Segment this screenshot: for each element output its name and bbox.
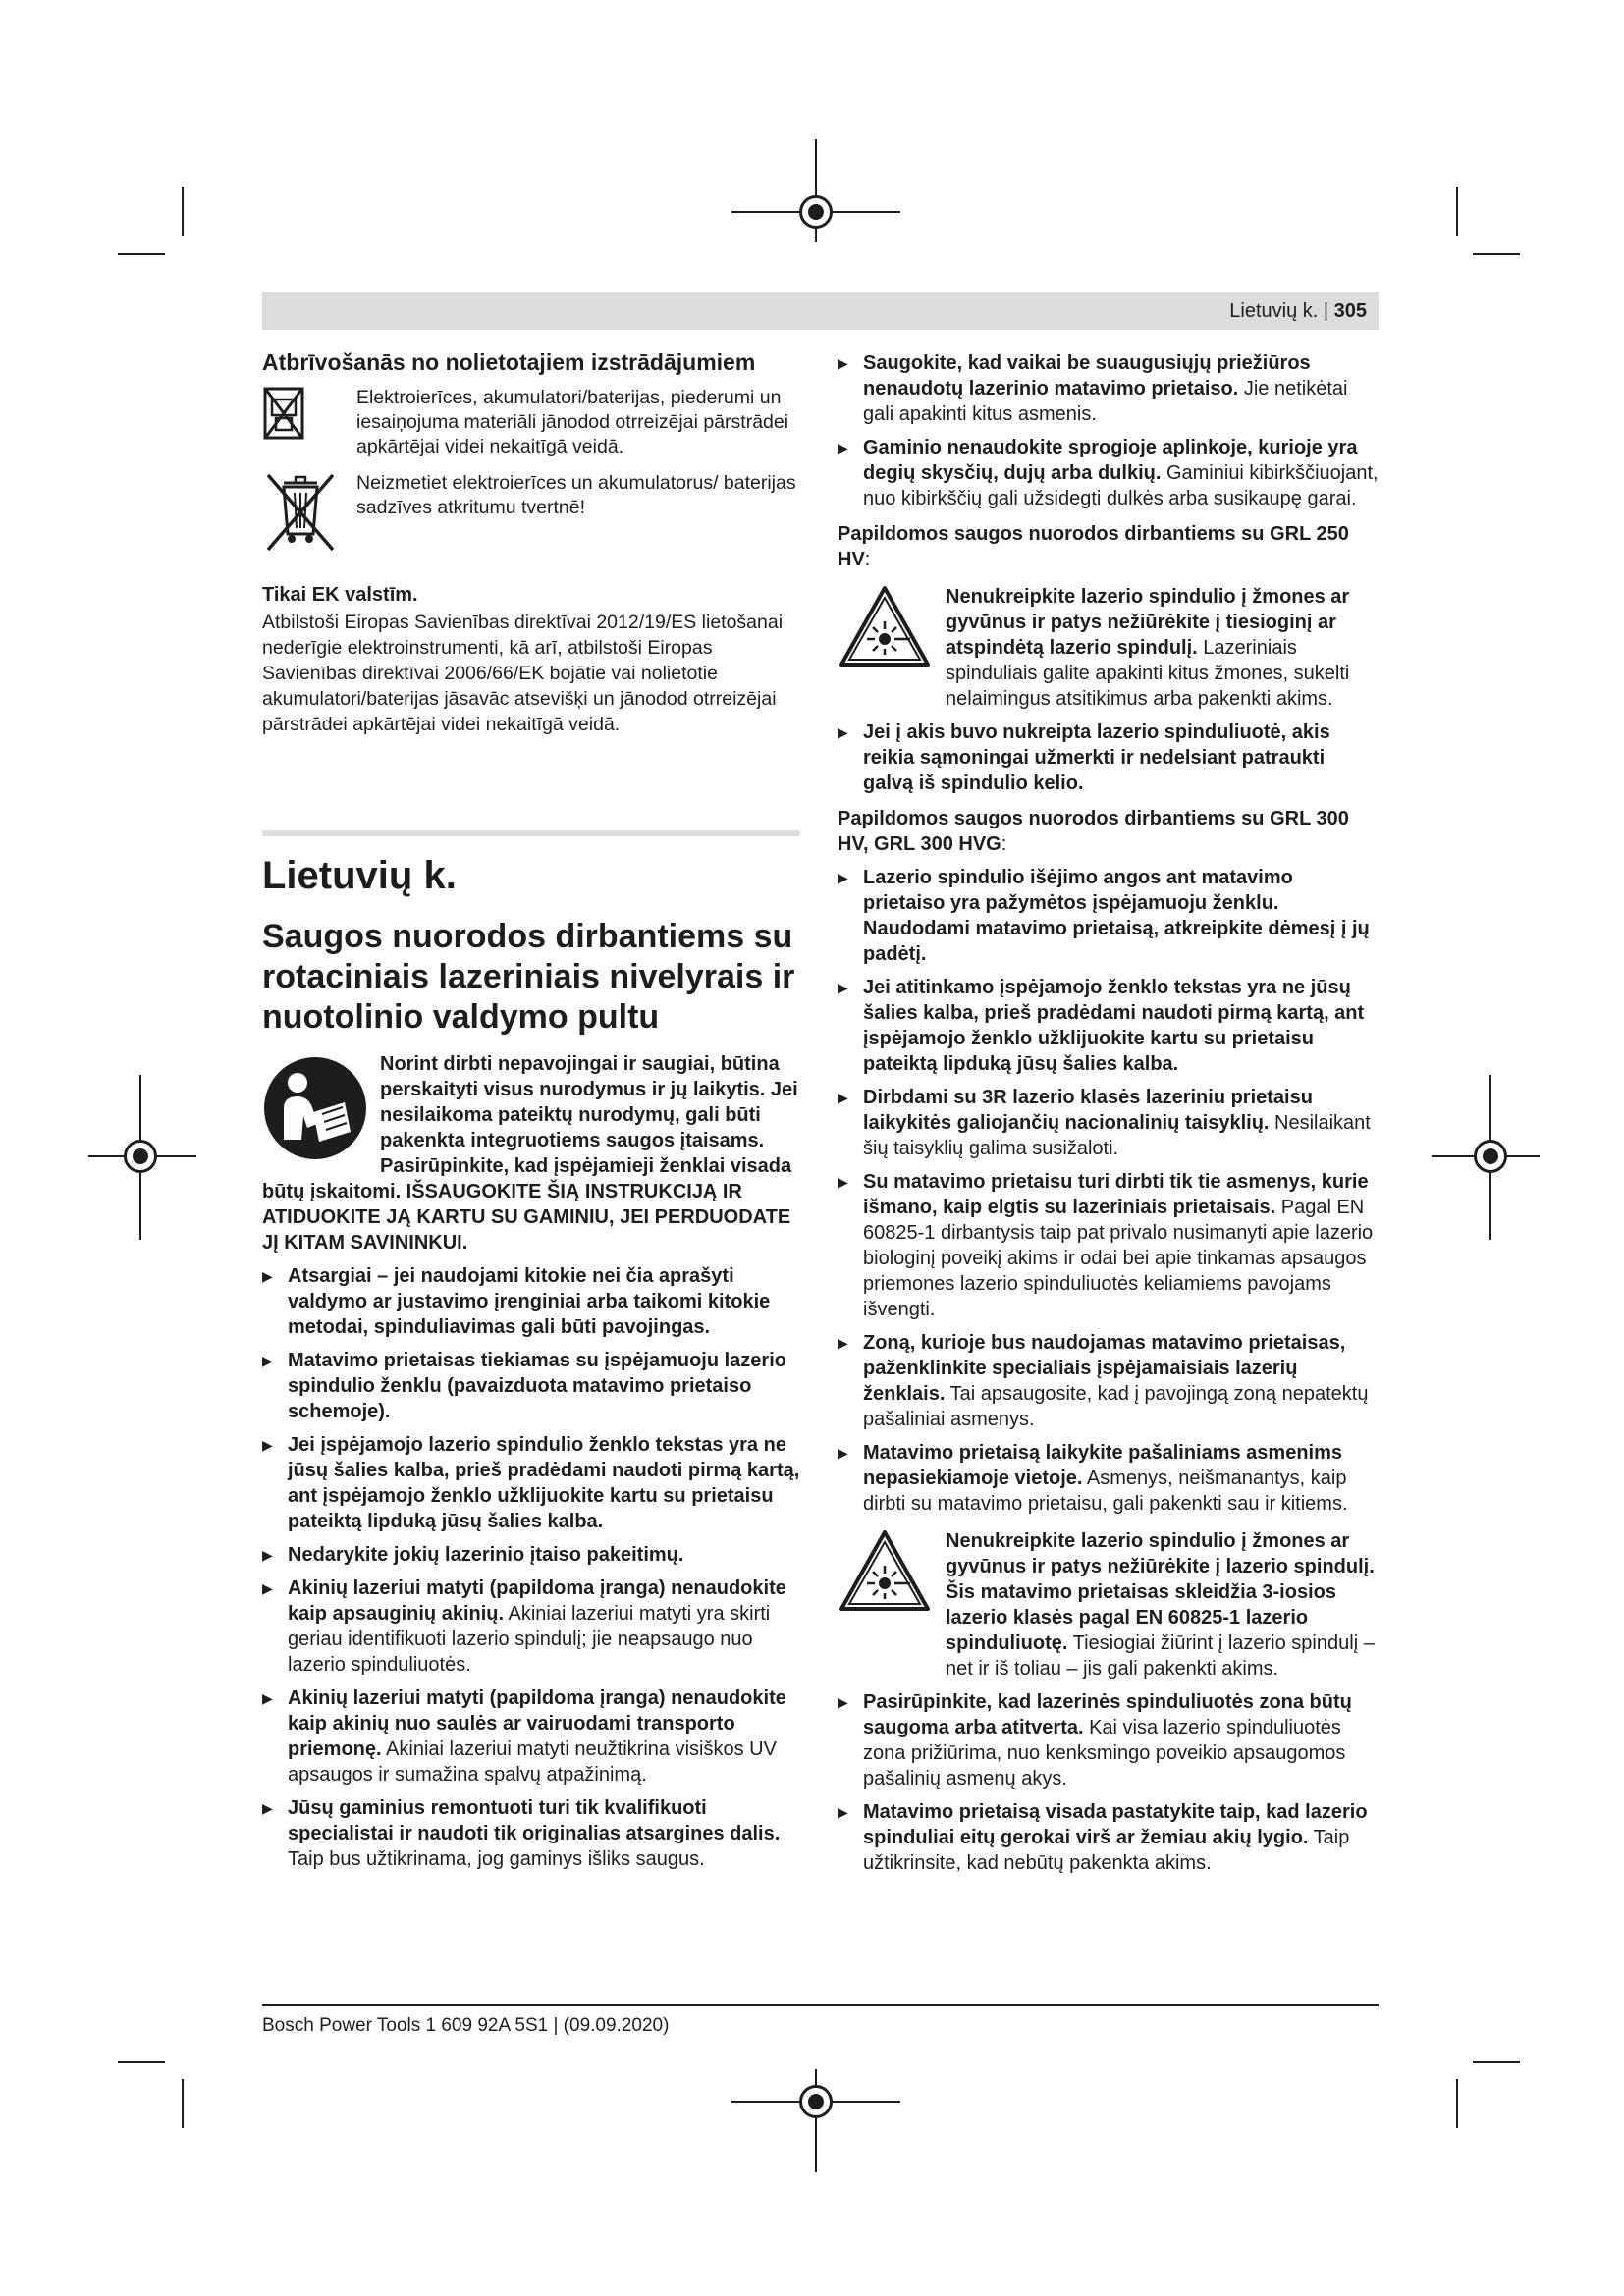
subheading-prefix: Papildomos saugos nuorodos dirbantiems su xyxy=(838,808,1271,829)
page-header xyxy=(262,292,1379,330)
laser-warning xyxy=(838,1528,1379,1682)
disposal-text: Elektroierīces, akumulatori/baterijas, piederumi un iesaiņojuma materiāli jānodod otrreizējai pārstrādei apkārtējai videi nekaitīgā veidā. xyxy=(356,387,789,457)
bullet-bold: Akinių lazeriui matyti (papildoma įranga) nenaudokite kaip akinių nuo saulės ar vairuodami transporto priemonę. xyxy=(288,1687,786,1760)
bullet-text: Akiniai lazeriui matyti neužtikrina visiškos UV apsaugos ir sumažina spalvų atpažinimą. xyxy=(288,1738,777,1786)
page-number: 305 xyxy=(1333,300,1367,322)
list-item xyxy=(838,1689,1379,1791)
section-divider xyxy=(262,830,800,836)
bullet-bold: Matavimo prietaisą visada pastatykite taip, kad lazerio spinduliai eitų gerokai virš ar žemiau akių lygio. xyxy=(863,1801,1368,1848)
crop-mark xyxy=(1473,253,1520,255)
model-name: GRL 250 HV xyxy=(838,523,1349,570)
section-title: Lietuvių k. xyxy=(262,854,457,897)
list-item xyxy=(838,1440,1379,1517)
list-item xyxy=(262,1685,800,1788)
header-language: Lietuvių k. | xyxy=(1229,300,1329,322)
list-item xyxy=(838,435,1379,511)
list-item xyxy=(838,350,1379,427)
list-item xyxy=(262,1575,800,1678)
battery-disposal-icon xyxy=(262,386,341,446)
bullet-text: Gaminiui kibirkščiuojant, nuo kibirkščių gali užsidegti dulkės arba susikaupę garai. xyxy=(863,462,1379,509)
bullet-bold: Su matavimo prietaisu turi dirbti tik tie asmenys, kurie išmano, kaip elgtis su lazeriniais prietaisais. xyxy=(863,1171,1369,1218)
registration-target-icon xyxy=(799,2085,833,2118)
list-item xyxy=(262,1348,800,1424)
list-item xyxy=(262,1795,800,1872)
bullet-bold: Pasirūpinkite, kad lazerinės spinduliuotės zona būtų saugoma arba atitverta. xyxy=(863,1691,1352,1738)
registration-target-icon xyxy=(799,195,833,229)
bullet-text: Jie netikėtai gali apakinti kitus asmenis. xyxy=(863,378,1348,425)
list-item xyxy=(838,1330,1379,1432)
warning-detail: Tiesiogiai žiūrint į lazerio spindulį – net ir iš toliau – jis gali pakenkti akims. xyxy=(946,1632,1375,1680)
section-subtitle: Saugos nuorodos dirbantiems su rotaciniais lazeriniais nivelyrais ir nuotolinio valdymo pultu xyxy=(262,918,795,1036)
read-manual-icon xyxy=(262,1055,368,1161)
bullet-bold: Nedarykite jokių lazerinio įtaiso pakeitimų. xyxy=(288,1544,684,1566)
disposal-item xyxy=(262,386,800,459)
bullet-text: Asmenys, neišmanantys, kaip dirbti su matavimo prietaisu, gali pakenkti sau ir kitiems. xyxy=(863,1468,1348,1515)
list-item xyxy=(838,720,1379,796)
subheading-prefix: Papildomos saugos nuorodos dirbantiems su xyxy=(838,523,1271,545)
eu-heading: Tikai EK valstīm. xyxy=(262,584,418,606)
bullet-bold: Jūsų gaminius remontuoti turi tik kvalifikuoti specialistai ir naudoti tik originalias atsargines dalis. xyxy=(288,1797,781,1844)
bullet-bold: Akinių lazeriui matyti (papildoma įranga) nenaudokite kaip apsauginių akinių. xyxy=(288,1577,786,1625)
right-column xyxy=(838,348,1379,1876)
crossed-bin-icon xyxy=(262,471,341,559)
bullet-bold: Jei atitinkamo įspėjamojo ženklo tekstas yra ne jūsų šalies kalba, prieš pradėdami naudoti pirmą kartą, ant įspėjamojo ženklo užklijuokite kartu su prietaisu pateiktą lipduką jūsų šalies kalba. xyxy=(863,977,1365,1075)
warning-detail: Lazeriniais spinduliais galite apakinti kitus žmones, sukelti nelaimingus atsitikimus arba pakenkti akims. xyxy=(946,637,1350,710)
header-text xyxy=(1229,299,1367,323)
list-item xyxy=(838,1799,1379,1876)
bullet-bold: Matavimo prietaisą laikykite pašaliniams asmenims nepasiekiamoje vietoje. xyxy=(863,1442,1343,1489)
bullet-text: Tai apsaugosite, kad į pavojingą zoną nepatektų pašaliniai asmenys. xyxy=(863,1383,1369,1430)
warning-text xyxy=(946,584,1379,712)
laser-warning-icon xyxy=(838,584,932,668)
safety-intro xyxy=(262,1051,800,1255)
page-footer: Bosch Power Tools 1 609 92A 5S1 | (09.09.2020) xyxy=(262,2015,670,2036)
subheading-grl300 xyxy=(838,806,1379,857)
subheading-suffix: : xyxy=(864,549,871,570)
bullet-bold: Gaminio nenaudokite sprogioje aplinkoje, kurioje yra degių skysčių, dujų arba dulkių. xyxy=(863,437,1358,484)
bullet-text: Taip užtikrinsite, kad nebūtų pakenkta akims. xyxy=(863,1827,1350,1874)
bullet-text: Taip bus užtikrinama, jog gaminys išliks saugus. xyxy=(288,1848,705,1870)
bullet-text: Kai visa lazerio spinduliuotės zona prižiūrima, nuo kenksmingo poveikio apsaugomos pašalinių asmenų akys. xyxy=(863,1717,1346,1789)
eu-text: Atbilstoši Eiropas Savienības direktīvai 2012/19/ES lietošanai nederīgie elektroinstrumenti, kā arī, atbilstoši Eiropas Savienības direktīvai 2006/66/EK bojātie vai nolietotie akumulatori/baterijas jāsavāc atsevišķi un jānodod otrreizējai pārstrādei apkārtējai videi nekaitīgā veidā. xyxy=(262,612,784,735)
laser-warning-icon xyxy=(838,1528,932,1613)
bullet-bold: Matavimo prietaisas tiekiamas su įspėjamuoju lazerio spindulio ženklu (pavaizduota matavimo prietaiso schemoje). xyxy=(288,1350,786,1422)
bullet-bold: Lazerio spindulio išėjimo angos ant matavimo prietaiso yra pažymėtos įspėjamuoju ženklu. Naudodami matavimo prietaisą, atkreipkite dėmesį į jų padėtį. xyxy=(863,867,1370,965)
warning-text xyxy=(946,1528,1379,1682)
crop-mark xyxy=(118,253,165,255)
list-item xyxy=(838,975,1379,1077)
bullet-bold: Jei įspėjamojo lazerio spindulio ženklo tekstas yra ne jūsų šalies kalba, prieš pradėdami naudoti pirmą kartą, ant įspėjamojo ženklo užklijuokite kartu su prietaisu pateiktą lipduką jūsų šalies kalba. xyxy=(288,1434,800,1532)
model-name: GRL 300 HV, GRL 300 HVG xyxy=(838,808,1349,855)
warning-bold: Nenukreipkite lazerio spindulio į žmones ar gyvūnus ir patys nežiūrėkite į lazerio spindulį. Šis matavimo prietaisas skleidžia 3-iosios lazerio klasės pagal EN 60825-1 lazerio spinduliuotę. xyxy=(946,1530,1375,1654)
subheading-grl250 xyxy=(838,521,1379,572)
bullet-bold: Jei į akis buvo nukreipta lazerio spinduliuotė, akis reikia sąmoningai užmerkti ir nedelsiant patraukti galvą iš spindulio kelio. xyxy=(863,721,1330,794)
left-bullets xyxy=(262,1263,800,1872)
bullet-bold: Dirbdami su 3R lazerio klasės lazeriniu prietaisu laikykitės galiojančių nacionalinių taisyklių. xyxy=(863,1087,1313,1134)
left-column xyxy=(262,348,800,1872)
disposal-item xyxy=(262,471,800,559)
registration-target-icon xyxy=(1474,1140,1507,1173)
footer-rule xyxy=(262,2004,1379,2006)
disposal-heading: Atbrīvošanās no nolietotajiem izstrādājumiem xyxy=(262,349,756,375)
bullet-bold: Atsargiai – jei naudojami kitokie nei čia aprašyti valdymo ar justavimo įrenginiai arba taikomi kitokie metodai, spinduliavimas gali būti pavojingas. xyxy=(288,1265,771,1338)
disposal-text: Neizmetiet elektroierīces un akumulatorus/ baterijas sadzīves atkritumu tvertnē! xyxy=(356,472,796,518)
bullet-bold: Saugokite, kad vaikai be suaugusiųjų priežiūros nenaudotų lazerinio matavimo prietaiso. xyxy=(863,352,1311,400)
bullet-bold: Zoną, kurioje bus naudojamas matavimo prietaisas, paženklinkite specialiais įspėjamaisiais lazerių ženklais. xyxy=(863,1332,1346,1405)
crop-mark xyxy=(182,2079,184,2128)
laser-warning xyxy=(838,584,1379,712)
crop-mark xyxy=(118,2061,165,2063)
list-item xyxy=(262,1263,800,1340)
crop-mark xyxy=(182,187,184,236)
list-item xyxy=(838,1169,1379,1322)
list-item xyxy=(262,1542,800,1568)
subheading-suffix: : xyxy=(1001,833,1007,855)
list-item xyxy=(838,865,1379,967)
list-item xyxy=(838,1085,1379,1161)
crop-mark xyxy=(1456,187,1458,236)
crop-mark xyxy=(1473,2061,1520,2063)
registration-target-icon xyxy=(124,1140,157,1173)
safety-intro-text: Norint dirbti nepavojingai ir saugiai, būtina perskaityti visus nurodymus ir jų laikytis. Jei nesilaikoma pateiktų nurodymų, gali būti pakenkta integruotiems saugos įtaisams. Pasirūpinkite, kad įspėjamieji ženklai visada būtų įskaitomi. IŠSAUGOKITE ŠIĄ INSTRUKCIJĄ IR ATIDUOKITE JĄ KARTU SU GAMINIU, JEI PERDUODATE JĮ KITAM SAVININKUI. xyxy=(262,1053,798,1254)
warning-bold: Nenukreipkite lazerio spindulio į žmones ar gyvūnus ir patys nežiūrėkite į tiesioginį ar atspindėtą lazerio spindulį. xyxy=(946,586,1350,659)
list-item xyxy=(262,1432,800,1534)
bullet-text: Akiniai lazeriui matyti yra skirti geriau identifikuoti lazerio spindulį; jie neapsaugo nuo lazerio spinduliuotės. xyxy=(288,1603,771,1676)
bullet-text: Pagal EN 60825-1 dirbantysis taip pat privalo nusimanyti apie lazerio biologinį poveikį akims ir odai bei apie tinkamas apsaugos priemones lazerio spinduliuotės keliamiems pavojams išvengti. xyxy=(863,1197,1374,1320)
bullet-text: Nesilaikant šių taisyklių galima susižaloti. xyxy=(863,1112,1371,1159)
crop-mark xyxy=(1456,2079,1458,2128)
